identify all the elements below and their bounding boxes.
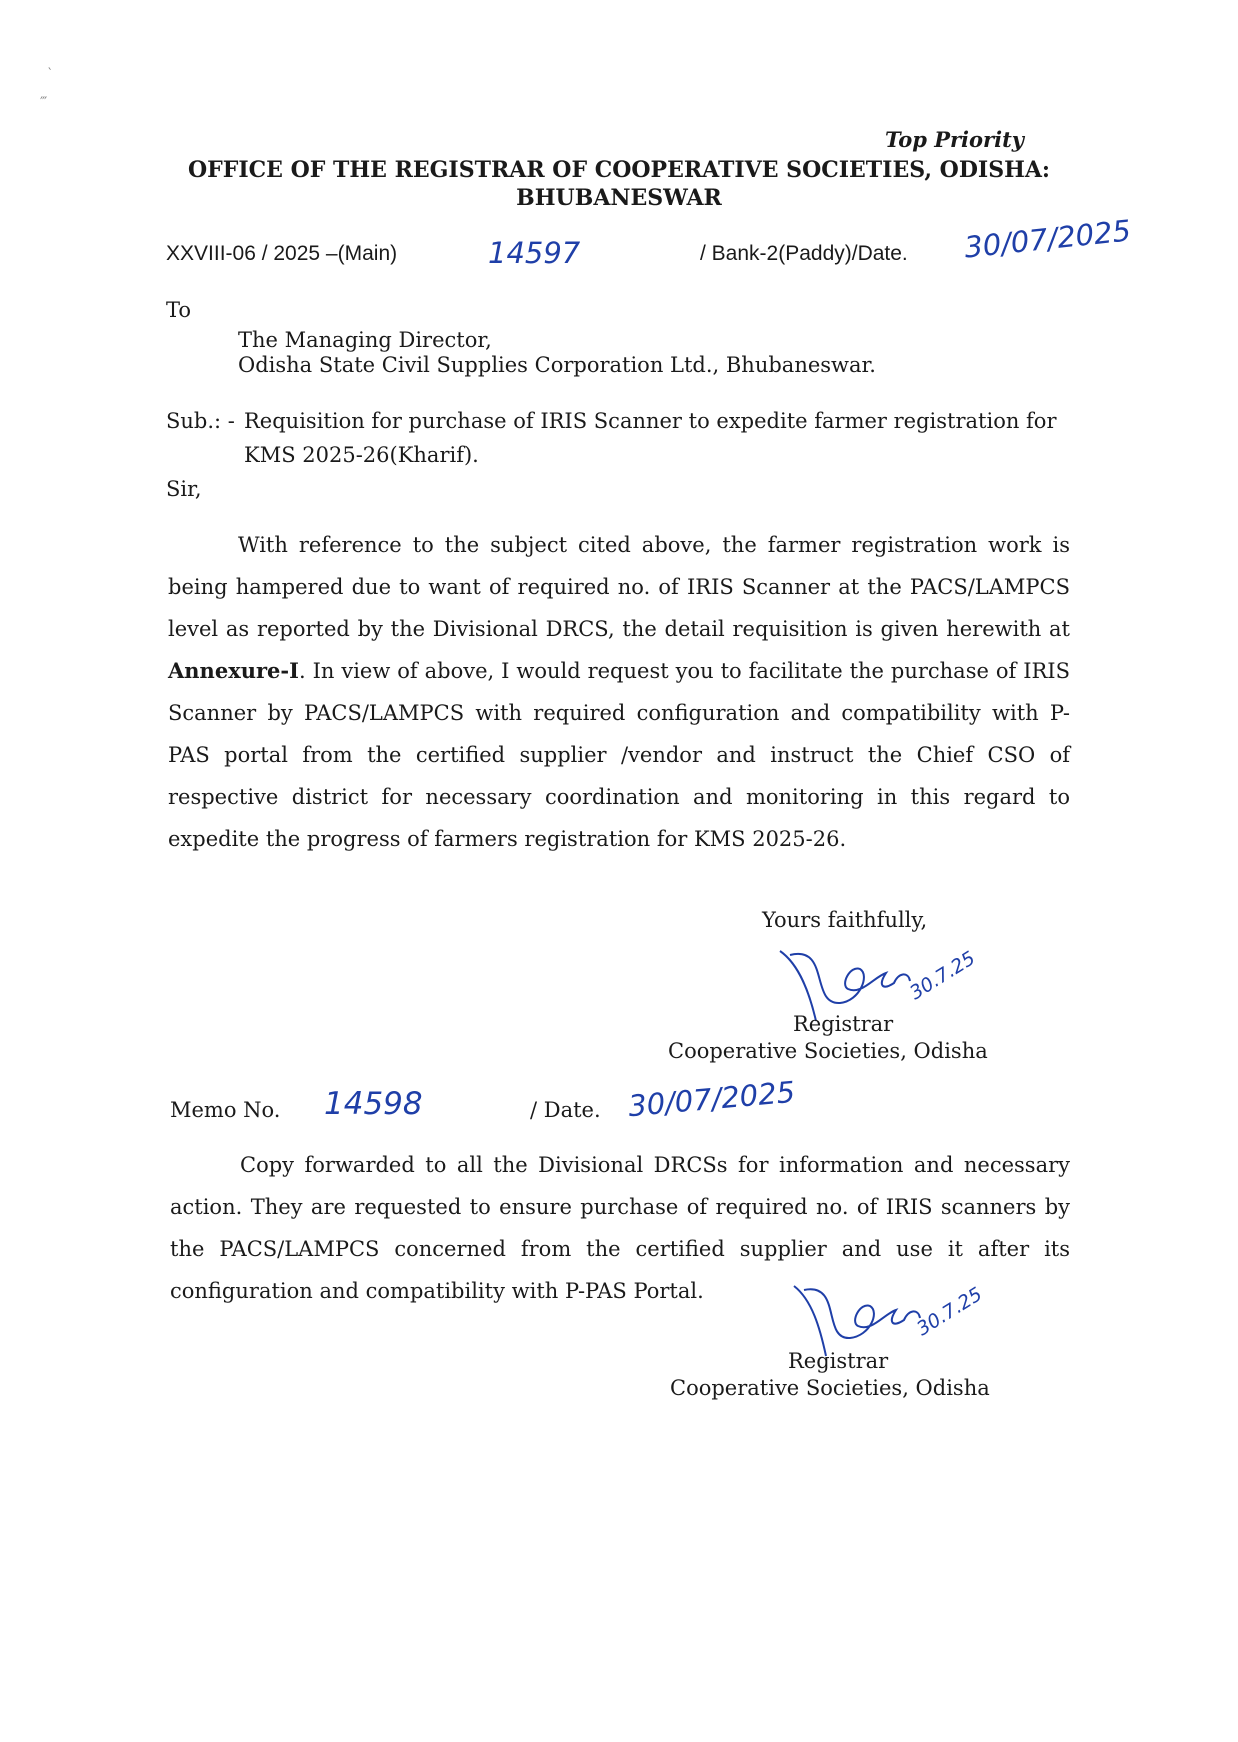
reference-number-handwritten: 14597 [488, 236, 581, 270]
subject-line1: Requisition for purchase of IRIS Scanner to expedite farmer registration for [244, 409, 1057, 433]
body-paragraph [168, 524, 1070, 860]
priority-label: Top Priority [884, 127, 1024, 152]
addressee-line2: Odisha State Civil Supplies Corporation Ltd., Bhubaneswar. [238, 353, 876, 377]
annexure-reference: Annexure-I [168, 658, 299, 683]
office-title-line1: OFFICE OF THE REGISTRAR OF COOPERATIVE SOCIETIES, ODISHA: [187, 157, 1051, 183]
closing-yours-faithfully: Yours faithfully, [762, 908, 928, 932]
to-label: To [166, 298, 192, 322]
body-text-part1: With reference to the subject cited above, the farmer registration work is being hampered due to want of required no. of IRIS Scanner at the PACS/LAMPCS level as reported by the Divisional DRCS, the detail requisition is given herewith at [168, 533, 1070, 641]
addressee-line1: The Managing Director, [238, 328, 492, 352]
subject-label: Sub.: - [166, 409, 235, 433]
scan-speck-1: ‵ [48, 66, 52, 82]
memo-text: Copy forwarded to all the Divisional DRCSs for information and necessary action. They are requested to ensure purchase of required no. of IRIS scanners by the PACS/LAMPCS concerned from the certified supplier and use it after its configuration and compatibility with P-PAS Portal. [170, 1153, 1070, 1303]
closing-registrar-org: Cooperative Societies, Odisha [668, 1039, 988, 1063]
memo-label: Memo No. [170, 1098, 281, 1122]
office-title [0, 156, 1238, 212]
body-text-part2: . In view of above, I would request you to facilitate the purchase of IRIS Scanner by PACS/LAMPCS with required configuration and compatibility with P-PAS portal from the certified supplier /vendor and instruct the Chief CSO of respective district for necessary coordination and monitoring in this regard to expedite the progress of farmers registration for KMS 2025-26. [168, 659, 1070, 851]
reference-date-handwritten: 30/07/2025 [962, 213, 1133, 265]
memo-date-label: / Date. [530, 1098, 601, 1122]
closing-registrar-title: Registrar [793, 1012, 894, 1036]
registrar-signature-1 [770, 925, 1010, 1025]
reference-prefix: XXVIII-06 / 2025 –(Main) [166, 242, 398, 265]
scan-speck-2: ‴ [40, 95, 48, 111]
memo-registrar-org: Cooperative Societies, Odisha [670, 1376, 990, 1400]
signature-1-date: 30.7.25 [905, 947, 980, 1005]
salutation: Sir, [166, 477, 202, 501]
memo-date-handwritten: 30/07/2025 [626, 1074, 797, 1124]
reference-suffix: / Bank-2(Paddy)/Date. [700, 242, 908, 265]
memo-number-handwritten: 14598 [324, 1086, 423, 1122]
signature-2-date: 30.7.25 [912, 1283, 987, 1341]
subject-line2: KMS 2025-26(Kharif). [244, 443, 479, 467]
office-title-line2: BHUBANESWAR [516, 185, 722, 211]
memo-registrar-title: Registrar [788, 1349, 889, 1373]
